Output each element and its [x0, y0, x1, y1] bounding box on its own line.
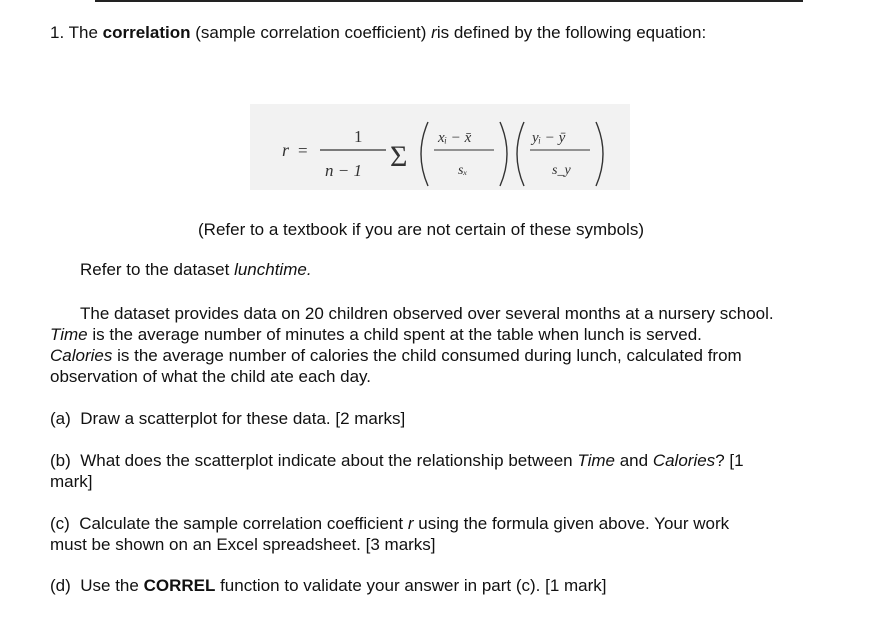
description-line-4: observation of what the child ate each day.	[50, 367, 371, 386]
formula-numerator: 1	[354, 127, 363, 146]
dataset-name: lunchtime.	[234, 260, 312, 279]
part-d-pre: Use the	[80, 576, 139, 595]
calories-description: is the average number of calories the child consumed during lunch, calculated from	[117, 346, 742, 365]
paren-open-2	[517, 122, 524, 186]
formula-sy: s_y	[552, 163, 571, 178]
part-a-label: (a)	[50, 409, 71, 428]
intro-post: is defined by the following equation:	[436, 23, 707, 42]
part-c-label: (c)	[50, 514, 70, 533]
part-c	[50, 513, 729, 535]
description-line-1: The dataset provides data on 20 children observed over several months at a nursery school.	[80, 304, 774, 323]
paren-close-1	[500, 122, 507, 186]
part-c-post: using the formula given above. Your work	[418, 514, 730, 533]
question-number: 1.	[50, 23, 65, 42]
correlation-formula	[250, 104, 630, 190]
part-b-and: and	[619, 451, 649, 470]
part-b-post: ? [1	[715, 451, 744, 470]
formula-sx: sₓ	[458, 163, 468, 178]
intro-var: r	[431, 23, 437, 42]
dataset-reference	[80, 259, 312, 281]
intro-pre: The	[68, 23, 98, 42]
formula-x-term: xᵢ − x̄	[438, 130, 472, 146]
formula-denominator: n − 1	[325, 161, 362, 180]
formula-y-term: yᵢ − ȳ	[532, 130, 566, 146]
dataset-ref-pre: Refer to the dataset	[80, 260, 230, 279]
paren-open-1	[421, 122, 428, 186]
part-b-var1: Time	[577, 451, 615, 470]
part-c-var: r	[407, 514, 414, 533]
correlation-formula-image	[250, 104, 630, 190]
description-line-2	[50, 324, 702, 346]
part-d	[50, 575, 607, 597]
formula-equals: =	[298, 141, 308, 160]
part-b-var2: Calories	[652, 451, 716, 470]
part-c-line-2: must be shown on an Excel spreadsheet. [3 marks]	[50, 535, 436, 554]
intro-mid: (sample correlation coefficient)	[195, 23, 427, 42]
part-b-label: (b)	[50, 451, 71, 470]
refer-note: (Refer to a textbook if you are not certain of these symbols)	[198, 220, 644, 239]
calories-variable: Calories	[50, 346, 113, 365]
part-a-text: Draw a scatterplot for these data. [2 marks]	[80, 409, 406, 428]
part-d-post: function to validate your answer in part (c). [1 mark]	[220, 576, 607, 595]
part-b-pre: What does the scatterplot indicate about the relationship between	[80, 451, 573, 470]
part-c-pre: Calculate the sample correlation coefficient	[79, 514, 404, 533]
paren-close-2	[596, 122, 603, 186]
question-heading	[50, 22, 706, 44]
formula-lhs: r	[282, 140, 290, 160]
time-description: is the average number of minutes a child spent at the table when lunch is served.	[92, 325, 702, 344]
part-d-func: CORREL	[143, 576, 216, 595]
part-a	[50, 408, 405, 430]
description-line-3	[50, 345, 742, 367]
time-variable: Time	[50, 325, 88, 344]
top-rule	[95, 0, 803, 2]
intro-term: correlation	[102, 23, 191, 42]
part-d-label: (d)	[50, 576, 71, 595]
part-b-line-2: mark]	[50, 472, 93, 491]
part-b	[50, 450, 744, 472]
formula-sigma: Σ	[390, 140, 408, 173]
